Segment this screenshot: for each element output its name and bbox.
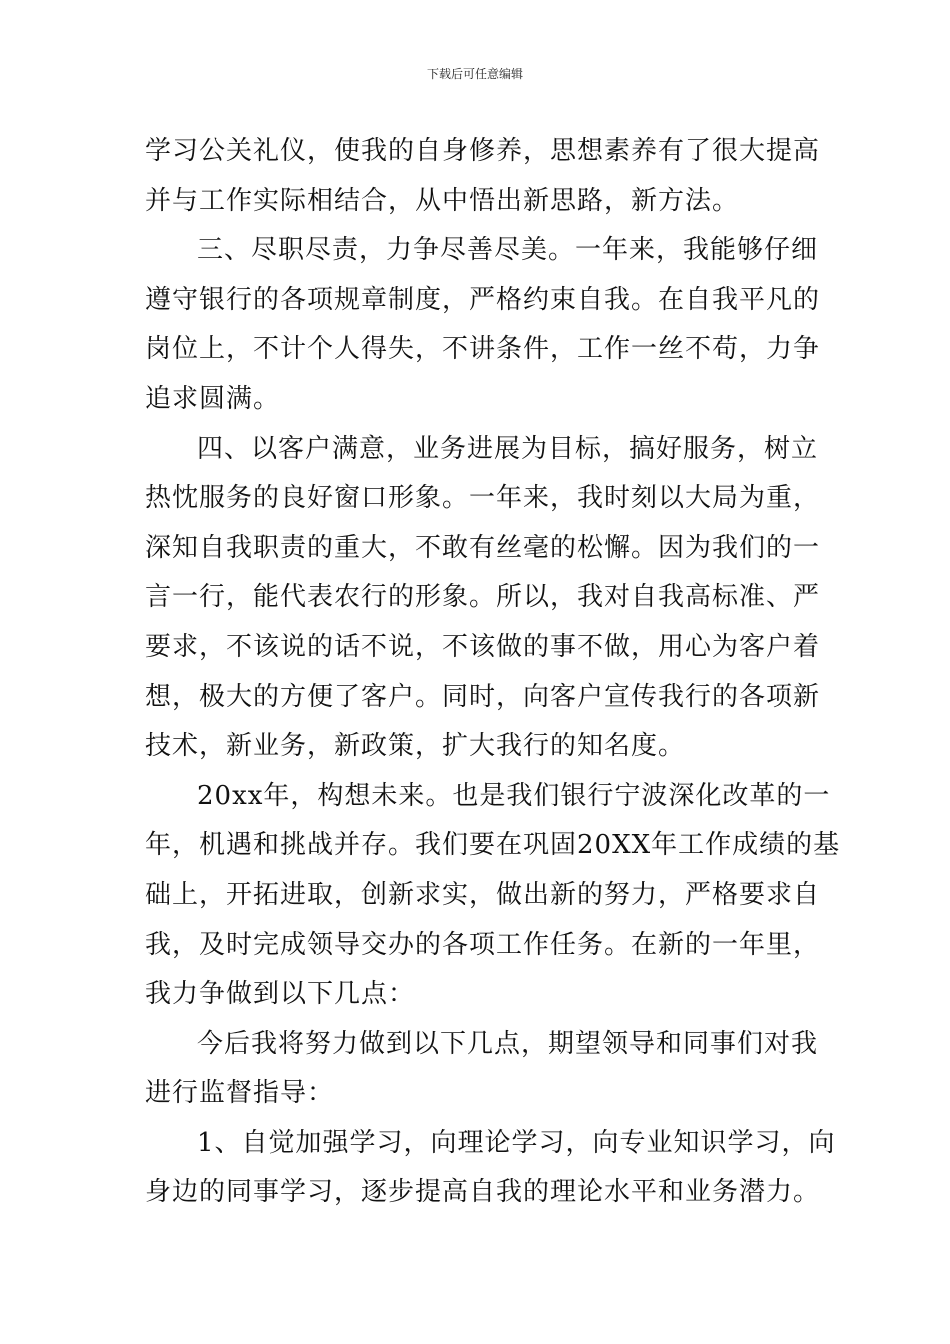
text-line: 20xx年，构想未来。也是我们银行宁波深化改革的一 xyxy=(197,780,831,811)
text-line: 岗位上，不计个人得失，不讲条件，工作一丝不苟，力争 xyxy=(145,334,821,365)
text-line: 学习公关礼仪，使我的自身修养，思想素养有了很大提高 xyxy=(145,136,821,166)
text-line: 三、尽职尽责，力争尽善尽美。一年来，我能够仔细 xyxy=(197,235,819,266)
text-line: 1、自觉加强学习，向理论学习，向专业知识学习，向 xyxy=(197,1127,836,1158)
text-line: 深知自我职责的重大，不敢有丝毫的松懈。因为我们的一 xyxy=(145,532,821,563)
paragraph-4 xyxy=(145,772,841,1020)
text-line: 四、以客户满意，业务进展为目标，搞好服务，树立 xyxy=(197,433,819,464)
text-line: 础上，开拓进取，创新求实，做出新的努力，严格要求自 xyxy=(145,879,821,910)
page-header: 下载后可任意编辑 xyxy=(426,67,523,81)
paragraph-2 xyxy=(145,226,821,424)
text-line: 热忱服务的良好窗口形象。一年来，我时刻以大局为重， xyxy=(145,483,821,514)
text-line: 遵守银行的各项规章制度，严格约束自我。在自我平凡的 xyxy=(145,284,821,315)
text-line: 追求圆满。 xyxy=(145,383,281,414)
text-line: 身边的同事学习，逐步提高自我的理论水平和业务潜力。 xyxy=(145,1177,821,1208)
paragraph-6 xyxy=(145,1119,836,1218)
text-line: 技术，新业务，新政策，扩大我行的知名度。 xyxy=(145,731,686,762)
text-line: 言一行，能代表农行的形象。所以，我对自我高标准、严 xyxy=(145,582,821,613)
text-line: 并与工作实际相结合，从中悟出新思路，新方法。 xyxy=(145,185,740,216)
text-line: 要求，不该说的话不说，不该做的事不做，用心为客户着 xyxy=(145,631,821,662)
document-body xyxy=(145,127,841,1218)
paragraph-3 xyxy=(145,425,821,772)
text-line: 我力争做到以下几点： xyxy=(145,979,416,1010)
paragraph-1 xyxy=(145,127,821,226)
paragraph-5 xyxy=(145,1020,819,1119)
text-line: 我，及时完成领导交办的各项工作任务。在新的一年里， xyxy=(145,929,821,960)
text-line: 进行监督指导： xyxy=(145,1078,335,1109)
text-line: 今后我将努力做到以下几点，期望领导和同事们对我 xyxy=(197,1028,819,1059)
text-line: 想，极大的方便了客户。同时，向客户宣传我行的各项新 xyxy=(145,681,821,712)
text-line: 年，机遇和挑战并存。我们要在巩固20XX年工作成绩的基 xyxy=(145,830,841,861)
